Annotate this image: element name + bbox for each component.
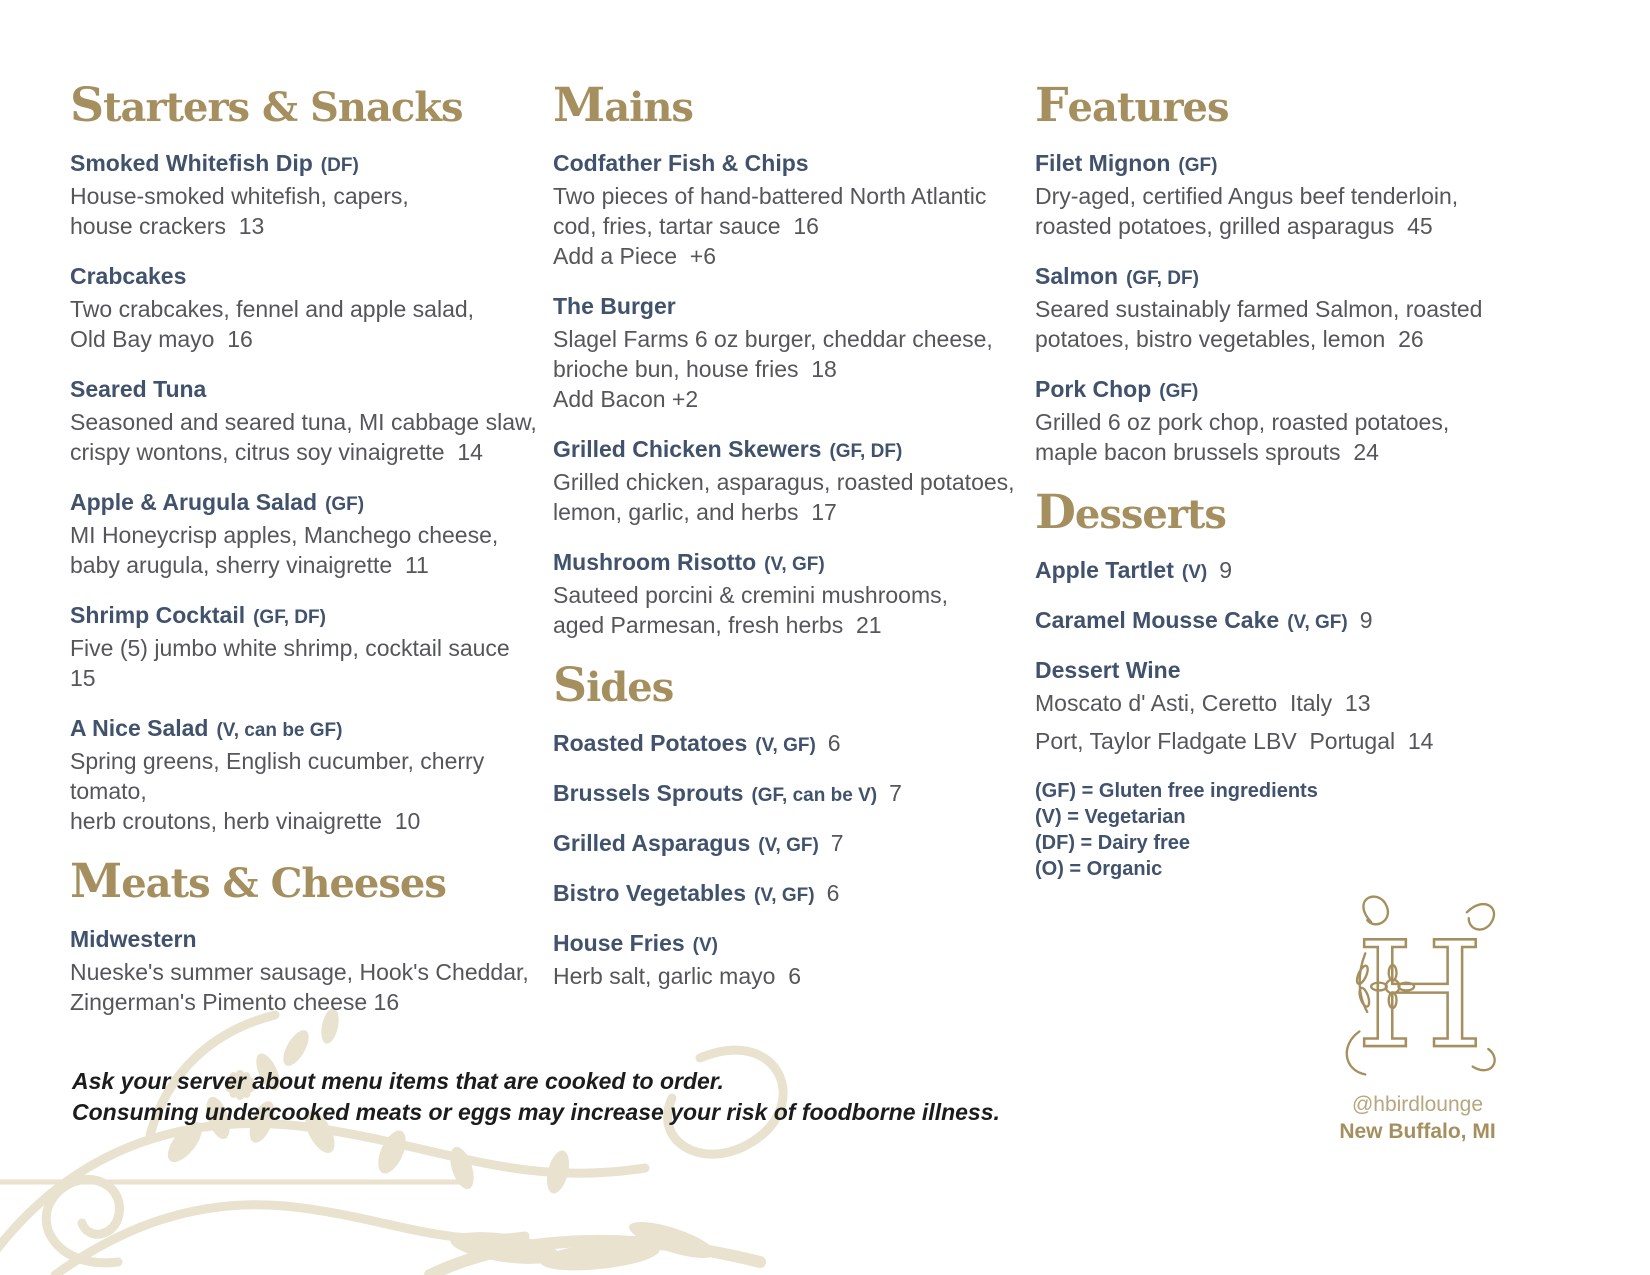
section-title-desserts: Desserts	[1035, 484, 1226, 540]
menu-item-a-nice-salad	[70, 713, 542, 836]
dietary-badge: (V)	[1181, 561, 1208, 583]
item-description-line: Five (5) jumbo white shrimp, cocktail sauce 15	[70, 634, 517, 691]
item-description-line: aged Parmesan, fresh herbs 21	[553, 611, 882, 638]
menu-item-the-burger	[553, 291, 1028, 414]
item-description-line: herb croutons, herb vinaigrette 10	[70, 807, 421, 834]
dietary-badge: (GF)	[325, 493, 365, 515]
item-name: Dessert Wine	[1035, 656, 1181, 683]
menu-item-apple-arugula-salad	[70, 487, 542, 580]
social-handle: @hbirdlounge	[1351, 1093, 1484, 1116]
item-name: Grilled Chicken Skewers	[553, 435, 822, 462]
item-name: Midwestern	[70, 925, 197, 952]
legend-line-v: (V) = Vegetarian	[1035, 805, 1186, 828]
menu-item-grilled-asparagus	[553, 828, 1028, 861]
item-name-line	[70, 924, 542, 957]
section-title-meats-cheeses: Meats & Cheeses	[70, 853, 446, 909]
column-middle	[553, 80, 1028, 1008]
item-description-line: House-smoked whitefish, capers,	[70, 182, 409, 209]
item-description-line: MI Honeycrisp apples, Manchego cheese,	[70, 521, 499, 548]
monogram-letter: H	[1355, 910, 1484, 1082]
item-description-line: Spring greens, English cucumber, cherry tomato,	[70, 747, 485, 804]
menu-item-codfather-fish-chips	[553, 148, 1028, 271]
item-name-line	[70, 600, 542, 633]
item-name: Brussels Sprouts	[553, 779, 744, 806]
item-name: Pork Chop	[1035, 375, 1152, 402]
menu-item-house-fries	[553, 928, 1028, 991]
menu-item-grilled-chicken-skewers	[553, 434, 1028, 527]
item-name-line	[553, 434, 1028, 467]
item-description-line: Herb salt, garlic mayo 6	[553, 962, 801, 989]
column-right	[1035, 80, 1517, 882]
item-name: Apple & Arugula Salad	[70, 488, 318, 515]
item-name-line	[70, 261, 542, 294]
item-name-line	[1035, 261, 1517, 294]
item-name: House Fries	[553, 929, 685, 956]
item-name-line	[1035, 605, 1517, 638]
item-name: Apple Tartlet	[1035, 556, 1174, 583]
item-description-line: roasted potatoes, grilled asparagus 45	[1035, 212, 1433, 239]
item-description-line: crispy wontons, citrus soy vinaigrette 14	[70, 438, 483, 465]
legend-line-o: (O) = Organic	[1035, 857, 1163, 880]
dietary-badge: (V, can be GF)	[216, 719, 343, 741]
item-description-line: Two pieces of hand-battered North Atlantic	[553, 182, 987, 209]
menu-item-apple-tartlet	[1035, 555, 1517, 588]
item-description-line: house crackers 13	[70, 212, 265, 239]
item-description-line: cod, fries, tartar sauce 16	[553, 212, 819, 239]
dietary-badge: (V, GF)	[764, 553, 825, 575]
section-title-sides: Sides	[553, 657, 674, 713]
menu-item-filet-mignon	[1035, 148, 1517, 241]
menu-item-crabcakes	[70, 261, 542, 354]
menu-item-caramel-mousse-cake	[1035, 605, 1517, 638]
section-title-mains: Mains	[553, 78, 693, 133]
item-description-line: Nueske's summer sausage, Hook's Cheddar,	[70, 958, 529, 985]
item-name: Caramel Mousse Cake	[1035, 606, 1280, 633]
item-name-line	[553, 291, 1028, 324]
item-name: The Burger	[553, 292, 676, 319]
item-addon-line: Add a Piece +6	[553, 242, 717, 269]
item-description-line: Grilled 6 oz pork chop, roasted potatoes,	[1035, 408, 1450, 435]
item-name: Mushroom Risotto	[553, 548, 757, 575]
menu-item-seared-tuna	[70, 374, 542, 467]
disclaimer	[72, 1066, 1000, 1128]
ornate-h-monogram-logo	[1328, 885, 1508, 1090]
item-addon-line: Add Bacon +2	[553, 385, 699, 412]
item-price: 6	[827, 729, 841, 756]
item-name: Shrimp Cocktail	[70, 601, 246, 628]
dietary-badge: (GF)	[1159, 380, 1199, 402]
item-description-line: Dry-aged, certified Angus beef tenderloin,	[1035, 182, 1459, 209]
item-description-line: Old Bay mayo 16	[70, 325, 253, 352]
item-name-line	[553, 148, 1028, 181]
dietary-badge: (V, GF)	[758, 834, 819, 856]
item-name: A Nice Salad	[70, 714, 209, 741]
item-description-line: Grilled chicken, asparagus, roasted potatoes,	[553, 468, 1015, 495]
item-name-line	[553, 928, 1028, 961]
item-name-line	[553, 778, 1028, 811]
item-name: Seared Tuna	[70, 375, 207, 402]
item-description-line: Two crabcakes, fennel and apple salad,	[70, 295, 475, 322]
item-description-line: Zingerman's Pimento cheese 16	[70, 988, 400, 1015]
legend-line-gf: (GF) = Gluten free ingredients	[1035, 779, 1318, 802]
item-name: Salmon	[1035, 262, 1119, 289]
dietary-badge: (GF, can be V)	[751, 784, 878, 806]
item-name-line	[1035, 655, 1517, 688]
item-price: 7	[830, 829, 844, 856]
location-text: New Buffalo, MI	[1339, 1120, 1496, 1143]
menu-item-midwestern	[70, 924, 542, 1017]
dietary-badge: (GF, DF)	[1126, 267, 1199, 289]
column-left	[70, 80, 542, 1037]
item-description-line: maple bacon brussels sprouts 24	[1035, 438, 1379, 465]
dietary-legend	[1035, 778, 1517, 882]
menu-item-shrimp-cocktail	[70, 600, 542, 693]
dietary-badge: (V, GF)	[754, 884, 815, 906]
dietary-badge: (GF, DF)	[253, 606, 326, 628]
item-name-line	[553, 728, 1028, 761]
dietary-badge: (V)	[692, 934, 718, 956]
wine-line: Port, Taylor Fladgate LBV Portugal 14	[1035, 727, 1434, 754]
wine-line: Moscato d' Asti, Ceretto Italy 13	[1035, 689, 1371, 716]
dietary-badge: (DF)	[320, 154, 359, 176]
dietary-badge: (GF)	[1178, 154, 1218, 176]
item-name-line	[553, 878, 1028, 911]
item-description-line: baby arugula, sherry vinaigrette 11	[70, 551, 429, 578]
item-name-line	[70, 148, 542, 181]
disclaimer-line: Consuming undercooked meats or eggs may increase your risk of foodborne illness.	[72, 1099, 1000, 1125]
item-name: Smoked Whitefish Dip	[70, 149, 313, 176]
item-name: Crabcakes	[70, 262, 187, 289]
item-name-line	[553, 547, 1028, 580]
item-price: 6	[826, 879, 840, 906]
menu-item-dessert-wine	[1035, 655, 1517, 756]
dietary-badge: (V, GF)	[755, 734, 816, 756]
item-name: Bistro Vegetables	[553, 879, 747, 906]
item-price: 7	[889, 779, 902, 806]
item-description-line: lemon, garlic, and herbs 17	[553, 498, 837, 525]
dietary-badge: (GF, DF)	[829, 440, 903, 462]
section-title-features: Features	[1035, 78, 1229, 133]
menu-item-smoked-whitefish-dip	[70, 148, 542, 241]
brand-block	[1320, 885, 1515, 1145]
item-description-line: potatoes, bistro vegetables, lemon 26	[1035, 325, 1424, 352]
item-name: Codfather Fish & Chips	[553, 149, 809, 176]
dietary-badge: (V, GF)	[1287, 611, 1348, 633]
item-description-line: brioche bun, house fries 18	[553, 355, 837, 382]
menu-item-salmon	[1035, 261, 1517, 354]
item-name: Filet Mignon	[1035, 149, 1171, 176]
menu-item-pork-chop	[1035, 374, 1517, 467]
item-description-line: Slagel Farms 6 oz burger, cheddar cheese,	[553, 325, 993, 352]
menu-item-bistro-vegetables	[553, 878, 1028, 911]
item-name-line	[70, 713, 542, 746]
legend-line-df: (DF) = Dairy free	[1035, 831, 1191, 854]
item-price: 9	[1219, 556, 1232, 583]
item-name-line	[70, 374, 542, 407]
item-price: 9	[1359, 606, 1373, 633]
disclaimer-line: Ask your server about menu items that are cooked to order.	[72, 1068, 724, 1094]
section-title-starters: Starters & Snacks	[70, 78, 463, 133]
item-name-line	[1035, 148, 1517, 181]
item-name-line	[553, 828, 1028, 861]
item-description-line: Seasoned and seared tuna, MI cabbage slaw,	[70, 408, 537, 435]
menu-item-roasted-potatoes	[553, 728, 1028, 761]
menu-item-mushroom-risotto	[553, 547, 1028, 640]
item-name-line	[1035, 374, 1517, 407]
item-name: Roasted Potatoes	[553, 729, 748, 756]
item-description-line: Seared sustainably farmed Salmon, roasted	[1035, 295, 1483, 322]
item-name: Grilled Asparagus	[553, 829, 751, 856]
item-name-line	[1035, 555, 1517, 588]
item-description-line: Sauteed porcini & cremini mushrooms,	[553, 581, 948, 608]
menu-item-brussels-sprouts	[553, 778, 1028, 811]
item-name-line	[70, 487, 542, 520]
